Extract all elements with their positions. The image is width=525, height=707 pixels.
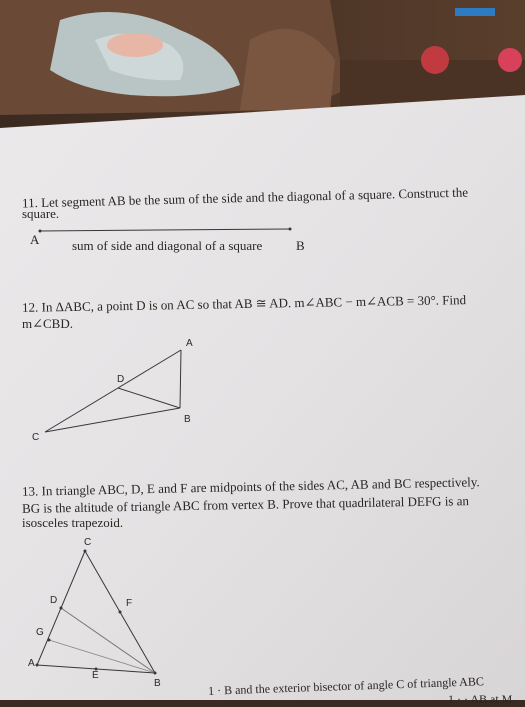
- pink-toy: [498, 48, 522, 72]
- q12-label-a: A: [186, 338, 193, 349]
- q13-label-a: A: [28, 658, 35, 669]
- q11-point-b: B: [296, 238, 305, 253]
- q13-label-g: G: [36, 627, 44, 638]
- q13-label-f: F: [126, 598, 133, 609]
- q14-partial-line1: 1 · B and the exterior bisector of angle C of triangle ABC: [207, 674, 485, 698]
- q12-label-d: D: [117, 374, 125, 385]
- q13-label-d: D: [50, 595, 58, 606]
- point-b-dot: [289, 228, 292, 231]
- q13-label-c: C: [84, 537, 92, 548]
- q11-line1: 11. Let segment AB be the sum of the side and the diagonal of a square. Construct the: [21, 184, 469, 211]
- q13-line2: BG is the altitude of triangle ABC from vertex B. Prove that quadrilateral DEFG is an: [21, 493, 470, 516]
- q12-label-b: B: [184, 414, 191, 425]
- red-toy: [421, 46, 449, 74]
- q11-point-a: A: [30, 232, 40, 247]
- q13-line1: 13. In triangle ABC, D, E and F are midpoints of the sides AC, AB and BC respectively.: [21, 474, 480, 499]
- q11-segment-caption: sum of side and diagonal of a square: [72, 238, 263, 253]
- blue-toy: [455, 8, 495, 16]
- q13-label-b: B: [154, 678, 161, 689]
- hand: [107, 33, 163, 57]
- q11-line2: square.: [22, 206, 60, 221]
- q13-label-e: E: [92, 670, 99, 681]
- q12-line1: 12. In ΔABC, a point D is on AC so that AB ≅ AD. m∠ABC − m∠ACB = 30°. Find: [21, 292, 467, 315]
- q13-line3: isosceles trapezoid.: [22, 515, 124, 530]
- q12-label-c: C: [32, 432, 40, 443]
- q12-line2: m∠CBD.: [22, 316, 73, 331]
- q14-partial-line2: 1 · · AB at M.: [448, 692, 516, 706]
